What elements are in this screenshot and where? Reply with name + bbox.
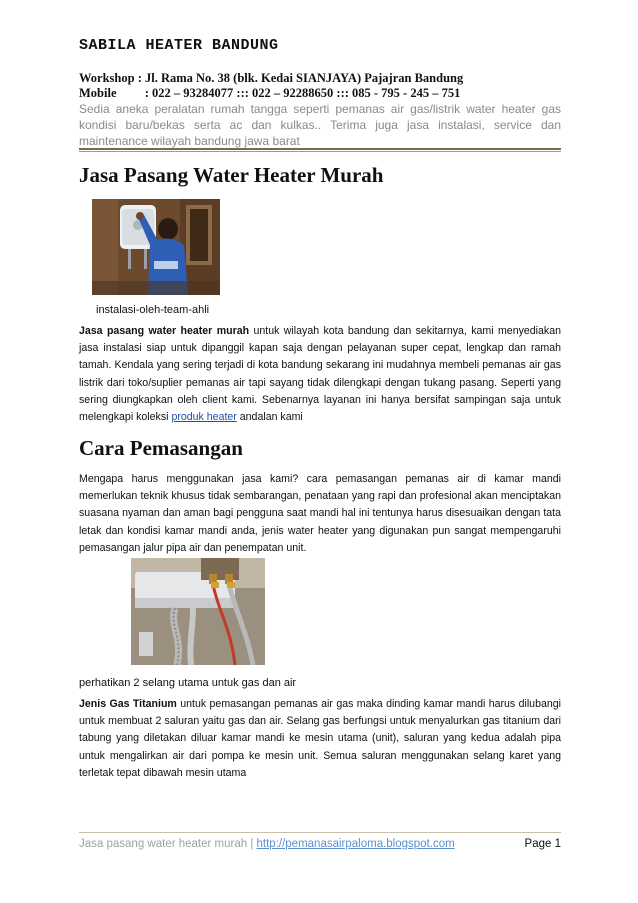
installer-photo <box>92 199 220 295</box>
gas-water-hose-photo <box>131 558 265 665</box>
photo-caption-installer: instalasi-oleh-team-ahli <box>96 304 210 316</box>
footer-text: Jasa pasang water heater murah | <box>79 838 257 850</box>
intro-lead-text: Jasa pasang water heater murah <box>79 325 250 337</box>
mobile-numbers: : 022 – 93284077 ::: 022 – 92288650 ::: 085 - 795 - 245 – 751 <box>144 86 461 100</box>
header-divider <box>79 148 561 150</box>
gas-titanium-body-text: untuk pemasangan pemanas air gas maka dinding kamar mandi harus dilubangi untuk membuat 2 saluran yaitu gas dan air. Selang gas berfungsi untuk menyalurkan gas titanium dari tabung yang diletakan diluar kamar mandi ke mesin utama (unit), saluran yang kedua adalah pipa untuk mengalirkan air dari pompa ke mesin unit. Semua saluran menggunakan selang karet yang terletak tepat dibawah mesin utama <box>79 698 561 779</box>
intro-body-text: untuk wilayah kota bandung dan sekitarnya, kami menyediakan jasa instalasi siap untuk dipanggil kapan saja dengan pelayanan super cepat, lengkap dan ramah tamah. Kendala yang sering terjadi di kota bandung sekarang ini mudahnya membeli pemanas air gas listrik dari toko/suplier pemanas air tapi sayang tidak dilengkapi dengan tukang pasang. Seperti yang sering diungkapkan oleh client kami. Sebenarnya layanan ini hanya bersifat sampingan saja untuk melengkapi koleksi <box>79 325 562 424</box>
section-title-jasa-pasang: Jasa Pasang Water Heater Murah <box>79 163 384 187</box>
header-divider-thin <box>79 151 561 152</box>
footer-blog-link[interactable]: http://pemanasairpaloma.blogspot.com <box>256 838 455 850</box>
page-number: Page 1 <box>524 838 561 850</box>
intro-paragraph <box>79 323 561 426</box>
mobile-label: Mobile <box>79 86 117 100</box>
produk-heater-link[interactable]: produk heater <box>171 411 237 424</box>
gas-titanium-paragraph <box>79 696 561 782</box>
photo-caption-hose: perhatikan 2 selang utama untuk gas dan air <box>79 677 297 689</box>
brand-title: SABILA HEATER BANDUNG <box>79 37 279 54</box>
cara-pemasangan-paragraph: Mengapa harus menggunakan jasa kami? cara pemasangan pemanas air di kamar mandi memerlukan teknik khusus tidak sembarangan, penataan yang rapi dan profesional akan menciptakan suasana nyaman dan aman bagi pengguna saat mandi hal ini tentunya harus disesuaikan dengan tata letak dan kondisi kamar mandi anda, jenis water heater yang digunakan pun sangat mempengaruhi pemasangan jalur pipa air dan penempatan unit. <box>79 473 561 554</box>
section-title-cara-pemasangan: Cara Pemasangan <box>79 436 243 460</box>
page-footer <box>79 838 561 850</box>
intro-tail-text: andalan kami <box>236 411 303 424</box>
store-description: Sedia aneka peralatan rumah tangga seperti pemanas air gas/listrik water heater gas kondisi baru/bekas serta ac dan kulkas.. Terima juga jasa instalasi, service dan maintenance wilayah bandung jawa barat <box>79 102 561 148</box>
footer-divider <box>79 832 561 833</box>
workshop-address: Workshop : Jl. Rama No. 38 (blk. Kedai SIANJAYA) Pajajran Bandung <box>79 71 464 85</box>
gas-titanium-lead-text: Jenis Gas Titanium <box>79 698 177 710</box>
mobile-line <box>79 86 460 101</box>
